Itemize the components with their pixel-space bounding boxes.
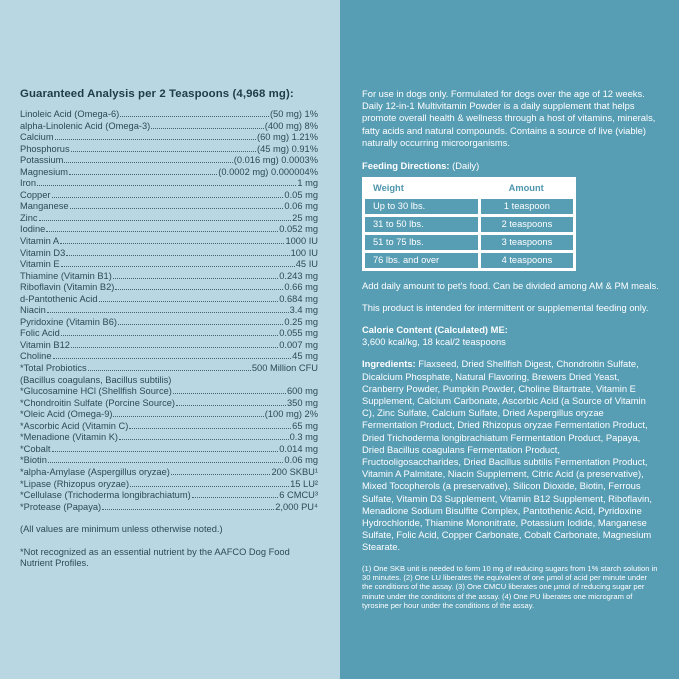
dotted-leader [39,220,292,221]
nutrient-row [20,248,318,260]
dotted-leader [113,278,278,279]
calorie-content-label: Calorie Content (Calculated) ME: [362,323,508,335]
ingredients [362,358,659,553]
dotted-leader [118,324,283,325]
directions-panel [340,0,679,679]
nutrient-name: *Biotin [20,455,47,466]
nutrient-name: Thiamine (Vitamin B1) [20,270,112,281]
feeding-table-body [365,199,573,268]
nutrient-row [20,109,318,121]
nutrient-value: 0.684 mg [279,293,318,304]
nutrient-row [20,340,318,352]
dotted-leader [115,289,283,290]
dotted-leader [113,416,263,417]
feeding-directions-heading [362,160,659,171]
nutrient-name: *alpha-Amylase (Aspergillus oryzae) [20,466,170,477]
nutrient-value: 0.06 mg [284,455,318,466]
dotted-leader [171,474,271,475]
dotted-leader [60,243,284,244]
probiotics-species-note: (Bacillus coagulans, Bacillus subtilis) [20,374,172,385]
product-description: For use in dogs only. Formulated for dogs over the age of 12 weeks. Daily 12-in-1 Multivitamin Powder is a daily supplement that helps promote overall health & wellness through a host of vitamins, minerals, fatty acids and natural compounds. Contains a source of live (viable) naturally occurring microorganisms. [362,88,656,148]
nutrient-row [20,467,318,479]
nutrient-row [20,490,318,502]
nutrient-value: 350 mg [286,397,318,408]
nutrient-row [20,363,318,375]
dotted-leader [52,197,284,198]
nutrient-name: *Lipase (Rhizopus oryzae) [20,478,130,489]
dotted-leader [192,497,279,498]
nutrient-name: Zinc [20,212,38,223]
nutrient-name: Riboflavin (Vitamin B2) [20,282,115,293]
nutrient-value: (400 mg) 8% [264,120,318,131]
nutrient-name: *Protease (Papaya) [20,501,102,512]
nutrient-name: Iodine [20,224,46,235]
feeding-table-row [365,199,573,214]
ingredients-label: Ingredients: [362,358,416,370]
nutrient-row [20,132,318,144]
nutrient-row [20,236,318,248]
nutrient-value: 0.055 mg [279,328,318,339]
nutrient-name: Choline [20,351,52,362]
dotted-leader [47,312,289,313]
dotted-leader [71,347,278,348]
weight-cell: 51 to 75 lbs. [365,235,478,250]
nutrient-value: (100 mg) 2% [264,409,318,420]
guaranteed-analysis-title: Guaranteed Analysis per 2 Teaspoons (4,968 mg): [20,88,294,100]
amount-column-header: Amount [508,182,544,193]
nutrient-row [20,190,318,202]
nutrient-row [20,282,318,294]
dotted-leader [70,208,284,209]
feeding-table-row [365,253,573,268]
nutrient-name: Folic Acid [20,328,60,339]
nutrient-name: Calcium [20,132,54,143]
nutrient-value: (0.016 mg) 0.0003% [233,155,318,166]
nutrient-name: *Ascorbic Acid (Vitamin C) [20,420,129,431]
nutrient-row [20,224,318,236]
nutrient-value: 3.4 mg [289,305,318,316]
feeding-table-header [365,180,573,196]
aafco-footnote: *Not recognized as an essential nutrient by the AAFCO Dog Food Nutrient Profiles. [20,546,290,569]
amount-cell: 3 teaspoons [481,235,573,250]
nutrient-name: Phosphorus [20,143,70,154]
intermittent-feeding-note: This product is intended for intermittent or supplemental feeding only. [362,301,649,313]
nutrient-list-secondary [20,386,318,513]
weight-cell: 76 lbs. and over [365,253,478,268]
nutrient-name: Iron [20,178,37,189]
nutrient-row [20,409,318,421]
feeding-table [362,177,576,271]
minimum-values-note: (All values are minimum unless otherwise noted.) [20,524,223,535]
nutrient-name: *Menadione (Vitamin K) [20,432,119,443]
nutrient-name: Vitamin D3 [20,247,66,258]
nutrient-value: 45 IU [295,259,318,270]
nutrient-row [20,259,318,271]
feeding-table-row [365,217,573,232]
nutrient-row [20,455,318,467]
nutrient-row [20,317,318,329]
nutrient-value: (45 mg) 0.91% [257,143,318,154]
nutrient-value: 1 mg [297,178,318,189]
nutrient-row [20,386,318,398]
dotted-leader [37,185,296,186]
nutrient-value: 600 mg [286,386,318,397]
nutrient-row [20,271,318,283]
dotted-leader [69,174,217,175]
nutrient-row [20,502,318,514]
dotted-leader [129,428,291,429]
nutrient-name: *Chondroitin Sulfate (Porcine Source) [20,397,176,408]
dotted-leader [71,151,256,152]
dotted-leader [61,266,295,267]
nutrient-value: 0.05 mg [284,189,318,200]
nutrient-value: 1000 IU [285,236,318,247]
nutrient-name: Linoleic Acid (Omega-6) [20,109,120,119]
amount-cell: 2 teaspoons [481,217,573,232]
dotted-leader [48,462,284,463]
dotted-leader [130,486,289,487]
nutrient-row [20,398,318,410]
nutrient-row [20,144,318,156]
feeding-table-row [365,235,573,250]
nutrient-value: (60 mg) 1.21% [257,132,318,143]
nutrient-value: 0.014 mg [279,443,318,454]
nutrient-name: Vitamin E [20,259,60,270]
nutrient-name: *Cobalt [20,443,51,454]
dotted-leader [102,509,274,510]
nutrient-name: Vitamin A [20,236,60,247]
nutrient-row [20,201,318,213]
nutrient-row [20,444,318,456]
nutrient-value: 65 mg [292,420,318,431]
nutrient-value: 0.06 mg [284,201,318,212]
nutrient-name: Magnesium [20,166,69,177]
unit-definitions-footnote: (1) One SKB unit is needed to form 10 mg of reducing sugars from 1% starch solution in 30 minutes. (2) One LU liberates the equivalent of one µmol of acid per minute under the conditions of the assay. (3) One CMCU liberates one µmol of reducing sugar per minute under the conditions of the assay. (4) One PU liberates one microgram of tyrosine per hour under the conditions of the assay. [362,563,658,611]
nutrient-value: (0.0002 mg) 0.000004% [218,166,318,177]
dotted-leader [99,301,279,302]
nutrient-name: *Oleic Acid (Omega-9) [20,409,113,420]
dotted-leader [88,370,251,371]
nutrient-value: 0.25 mg [284,316,318,327]
weight-cell: 31 to 50 lbs. [365,217,478,232]
dotted-leader [55,139,256,140]
nutrient-name: *Total Probiotics [20,363,87,374]
nutrient-value: (50 mg) 1% [269,109,318,119]
dotted-leader [173,393,286,394]
nutrient-value: 25 mg [292,212,318,223]
nutrient-value: 6 CMCU³ [279,490,318,501]
nutrient-name: d-Pantothenic Acid [20,293,98,304]
dotted-leader [176,405,286,406]
nutrient-row [20,351,318,363]
feeding-directions-label: Feeding Directions: [362,160,450,172]
nutrient-value: 0.3 mg [289,432,318,443]
nutrient-name: *Glucosamine HCl (Shellfish Source) [20,386,172,397]
nutrient-value: 0.007 mg [279,339,318,350]
nutrient-value: 500 Million CFU [251,363,318,374]
nutrient-value: 0.243 mg [279,270,318,281]
nutrient-row [20,213,318,225]
nutrient-row [20,421,318,433]
nutrient-row [20,155,318,167]
dotted-leader [46,231,278,232]
dotted-leader [120,116,269,117]
amount-cell: 4 teaspoons [481,253,573,268]
nutrient-list-primary [20,109,318,375]
add-daily-note: Add daily amount to pet's food. Can be divided among AM & PM meals. [362,279,659,291]
nutrient-name: Copper [20,189,51,200]
nutrient-name: Vitamin B12 [20,339,70,350]
dotted-leader [66,255,289,256]
nutrient-name: Manganese [20,201,69,212]
nutrient-value: 0.66 mg [284,282,318,293]
amount-cell: 1 teaspoon [481,199,573,214]
feeding-directions-frequency: (Daily) [452,160,480,172]
ingredients-list: Flaxseed, Dried Shellfish Digest, Chondroitin Sulfate, Dicalcium Phosphate, Natural Flavoring, Brewers Dried Yeast, Cranberry Powder, Pumpkin Powder, Choline Bitartrate, Vitamin E Supplement, Calcium Carbonate, Ascorbic Acid (a Source of Vitamin C), Zinc Sulfate, Calcium Sulfate, Dried Aspergillus oryzae Fermentation Product, Dried Rhizopus oryzae Fermentation Product, Dried Trichoderma longibrachiatum Fermentation Product, Papaya, Dried Bacillus coagulans Fermentation Product, Fructooligosaccharides, Dried Bacillus subtilis Fermentation Product, Vitamin A Palmitate, Niacin Supplement, Citric Acid (a preservative), Mixed Tocopherols (a preservative), Silicon Dioxide, Biotin, Ferrous Sulfate, Vitamin D3 Supplement, Vitamin B12 Supplement, Riboflavin, Menadione Sodium Bisulfite Complex, Pantothenic Acid, Pyridoxine Hydrochloride, Thiamine Mononitrate, Potassium Iodide, Manganese Sulfate, Folic Acid, Copper Carbonate, Cobalt Carbonate, Magnesium Stearate. [362,358,652,553]
nutrient-name: Potassium [20,155,64,166]
weight-cell: Up to 30 lbs. [365,199,478,214]
dotted-leader [64,162,232,163]
dotted-leader [52,451,279,452]
dotted-leader [53,358,292,359]
nutrient-value: 45 mg [292,351,318,362]
nutrient-name: Pyridoxine (Vitamin B6) [20,316,117,327]
calorie-content [362,324,659,348]
nutrient-value: 2,000 PU⁴ [275,501,318,512]
nutrient-value: 100 IU [290,247,318,258]
nutrient-row [20,479,318,491]
dotted-leader [151,128,264,129]
nutrient-row [20,167,318,179]
nutrient-name: alpha-Linolenic Acid (Omega-3) [20,120,151,131]
nutrient-name: Niacin [20,305,46,316]
nutrient-value: 200 SKBU¹ [271,466,318,477]
nutrient-row [20,305,318,317]
nutrient-row [20,121,318,133]
dotted-leader [119,439,289,440]
nutrient-value: 0.052 mg [279,224,318,235]
nutrient-row [20,294,318,306]
nutrient-row [20,432,318,444]
nutrient-row [20,178,318,190]
calorie-content-value: 3,600 kcal/kg, 18 kcal/2 teaspoons [362,336,506,348]
nutrient-value: 15 LU² [290,478,318,489]
dotted-leader [61,335,278,336]
nutrient-row [20,328,318,340]
weight-column-header: Weight [373,182,404,193]
nutrient-name: *Cellulase (Trichoderma longibrachiatum) [20,490,191,501]
